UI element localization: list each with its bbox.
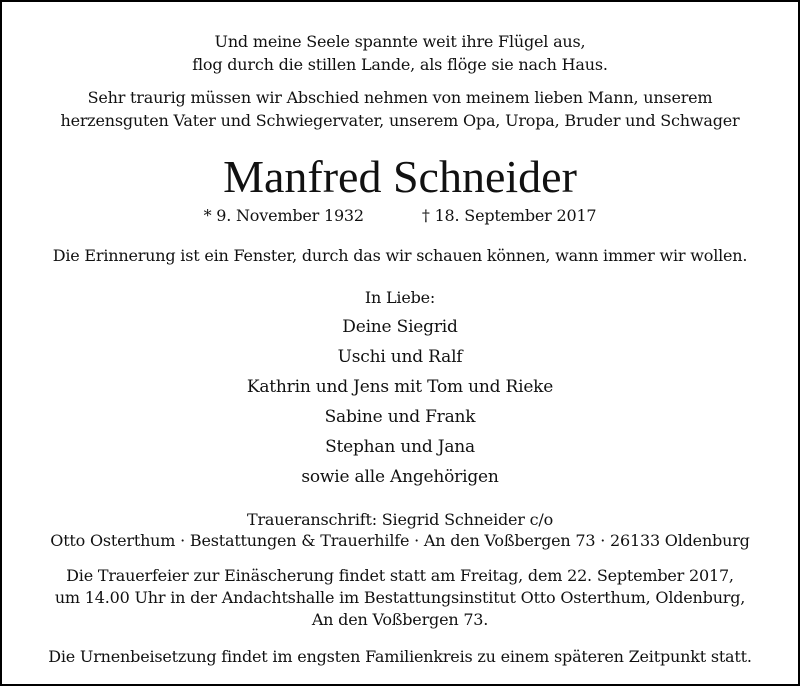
intro-line-2: herzensguten Vater und Schwiegervater, unserem Opa, Uropa, Bruder und Schwager — [60, 111, 740, 130]
ceremony-line-2: um 14.00 Uhr in der Andachtshalle im Bestattungsinstitut Otto Osterthum, Oldenburg, — [54, 588, 746, 607]
ceremony-line-3: An den Voßbergen 73. — [311, 610, 489, 629]
birth-date: * 9. November 1932 — [203, 206, 364, 225]
intro-line-1: Sehr traurig müssen wir Abschied nehmen von meinem lieben Mann, unserem — [87, 88, 713, 107]
mourner-name: Deine Siegrid — [342, 317, 458, 337]
mourner-name: sowie alle Angehörigen — [301, 467, 499, 487]
burial-note: Die Urnenbeisetzung findet im engsten Familienkreis zu einem späteren Zeitpunkt statt. — [48, 647, 752, 666]
address-line-2: Otto Osterthum · Bestattungen & Trauerhilfe · An den Voßbergen 73 · 26133 Oldenburg — [50, 531, 750, 550]
death-date: † 18. September 2017 — [421, 206, 597, 225]
mourner-name: Uschi und Ralf — [337, 347, 463, 367]
deceased-name: Manfred Schneider — [223, 151, 577, 202]
memorial-quote: Die Erinnerung ist ein Fenster, durch das wir schauen können, wann immer wir wollen. — [52, 246, 748, 265]
mourners-heading: In Liebe: — [364, 288, 436, 307]
address-line-1: Traueranschrift: Siegrid Schneider c/o — [246, 510, 554, 529]
poem-line-1: Und meine Seele spannte weit ihre Flügel aus, — [214, 32, 586, 51]
ceremony-line-1: Die Trauerfeier zur Einäscherung findet statt am Freitag, dem 22. September 2017, — [66, 566, 734, 585]
poem-line-2: flog durch die stillen Lande, als flöge sie nach Haus. — [192, 55, 608, 74]
life-dates — [2, 208, 798, 224]
mourner-name: Stephan und Jana — [325, 437, 475, 457]
mourner-name: Sabine und Frank — [324, 407, 476, 427]
mourner-name: Kathrin und Jens mit Tom und Rieke — [246, 377, 554, 397]
